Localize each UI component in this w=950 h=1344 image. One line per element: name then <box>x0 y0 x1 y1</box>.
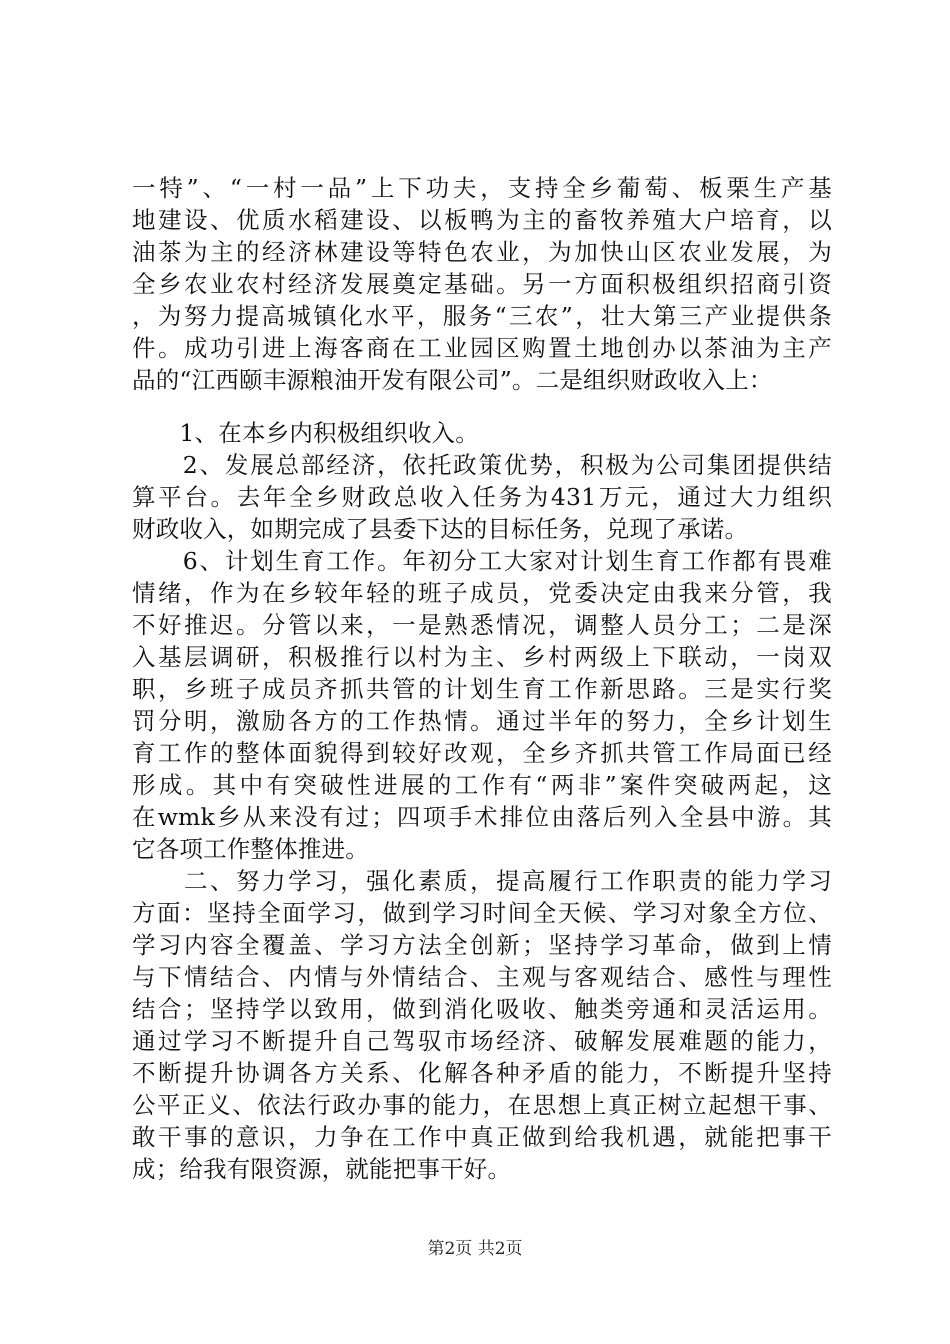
text-line: 件。成功引进上海客商在工业园区购置土地创办以茶油为主产 <box>132 334 832 362</box>
text-line: 公平正义、依法行政办事的能力，在思想上真正树立起想干事、 <box>132 1091 832 1119</box>
text-line: 学习内容全覆盖、学习方法全创新；坚持学习革命，做到上情 <box>132 931 832 959</box>
text-line: 1、在本乡内积极组织收入。 <box>132 419 479 447</box>
text-line: 罚分明，激励各方的工作热情。通过半年的努力，全乡计划生 <box>132 707 832 735</box>
text-line: 成；给我有限资源，就能把事干好。 <box>132 1155 512 1183</box>
text-line: 与下情结合、内情与外情结合、主观与客观结合、感性与理性 <box>132 963 832 991</box>
text-line: 它各项工作整体推进。 <box>132 835 369 863</box>
text-line: 入基层调研，积极推行以村为主、乡村两级上下联动，一岗双 <box>132 643 832 671</box>
text-line: 2、发展总部经济，依托政策优势，积极为公司集团提供结 <box>132 451 832 479</box>
text-line: 在wmk乡从来没有过；四项手术排位由落后列入全县中游。其 <box>132 803 832 831</box>
text-line: 育工作的整体面貌得到较好改观，全乡齐抓共管工作局面已经 <box>132 739 832 767</box>
text-line: 一特”、“一村一品”上下功夫，支持全乡葡萄、板栗生产基 <box>132 174 832 202</box>
text-line: 6、计划生育工作。年初分工大家对计划生育工作都有畏难 <box>132 547 832 575</box>
text-line: 地建设、优质水稻建设、以板鸭为主的畜牧养殖大户培育，以 <box>132 206 832 234</box>
text-line: 财政收入，如期完成了县委下达的目标任务，兑现了承诺。 <box>132 515 749 543</box>
text-line: ，为努力提高城镇化水平，服务“三农”，壮大第三产业提供条 <box>132 302 832 330</box>
text-line: 全乡农业农村经济发展奠定基础。另一方面积极组织招商引资 <box>132 270 832 298</box>
text-line: 敢干事的意识，力争在工作中真正做到给我机遇，就能把事干 <box>132 1123 832 1151</box>
page-footer: 第2页 共2页 <box>427 1239 523 1259</box>
text-line: 方面：坚持全面学习，做到学习时间全天候、学习对象全方位、 <box>132 899 832 927</box>
text-line: 结合；坚持学以致用，做到消化吸收、触类旁通和灵活运用。 <box>132 995 832 1023</box>
text-line: 情绪，作为在乡较年轻的班子成员，党委决定由我来分管，我 <box>132 579 832 607</box>
text-line: 不断提升协调各方关系、化解各种矛盾的能力，不断提升坚持 <box>132 1059 832 1087</box>
text-line: 算平台。去年全乡财政总收入任务为431万元，通过大力组织 <box>132 483 832 511</box>
text-line: 二、努力学习，强化素质，提高履行工作职责的能力学习 <box>132 867 832 895</box>
text-line: 油茶为主的经济林建设等特色农业，为加快山区农业发展，为 <box>132 238 832 266</box>
text-line: 品的“江西颐丰源粮油开发有限公司”。二是组织财政收入上： <box>132 366 773 394</box>
text-line: 不好推迟。分管以来，一是熟悉情况，调整人员分工；二是深 <box>132 611 832 639</box>
text-line: 通过学习不断提升自己驾驭市场经济、破解发展难题的能力， <box>132 1027 832 1055</box>
text-line: 职，乡班子成员齐抓共管的计划生育工作新思路。三是实行奖 <box>132 675 832 703</box>
text-line: 形成。其中有突破性进展的工作有“两非”案件突破两起，这 <box>132 771 832 799</box>
